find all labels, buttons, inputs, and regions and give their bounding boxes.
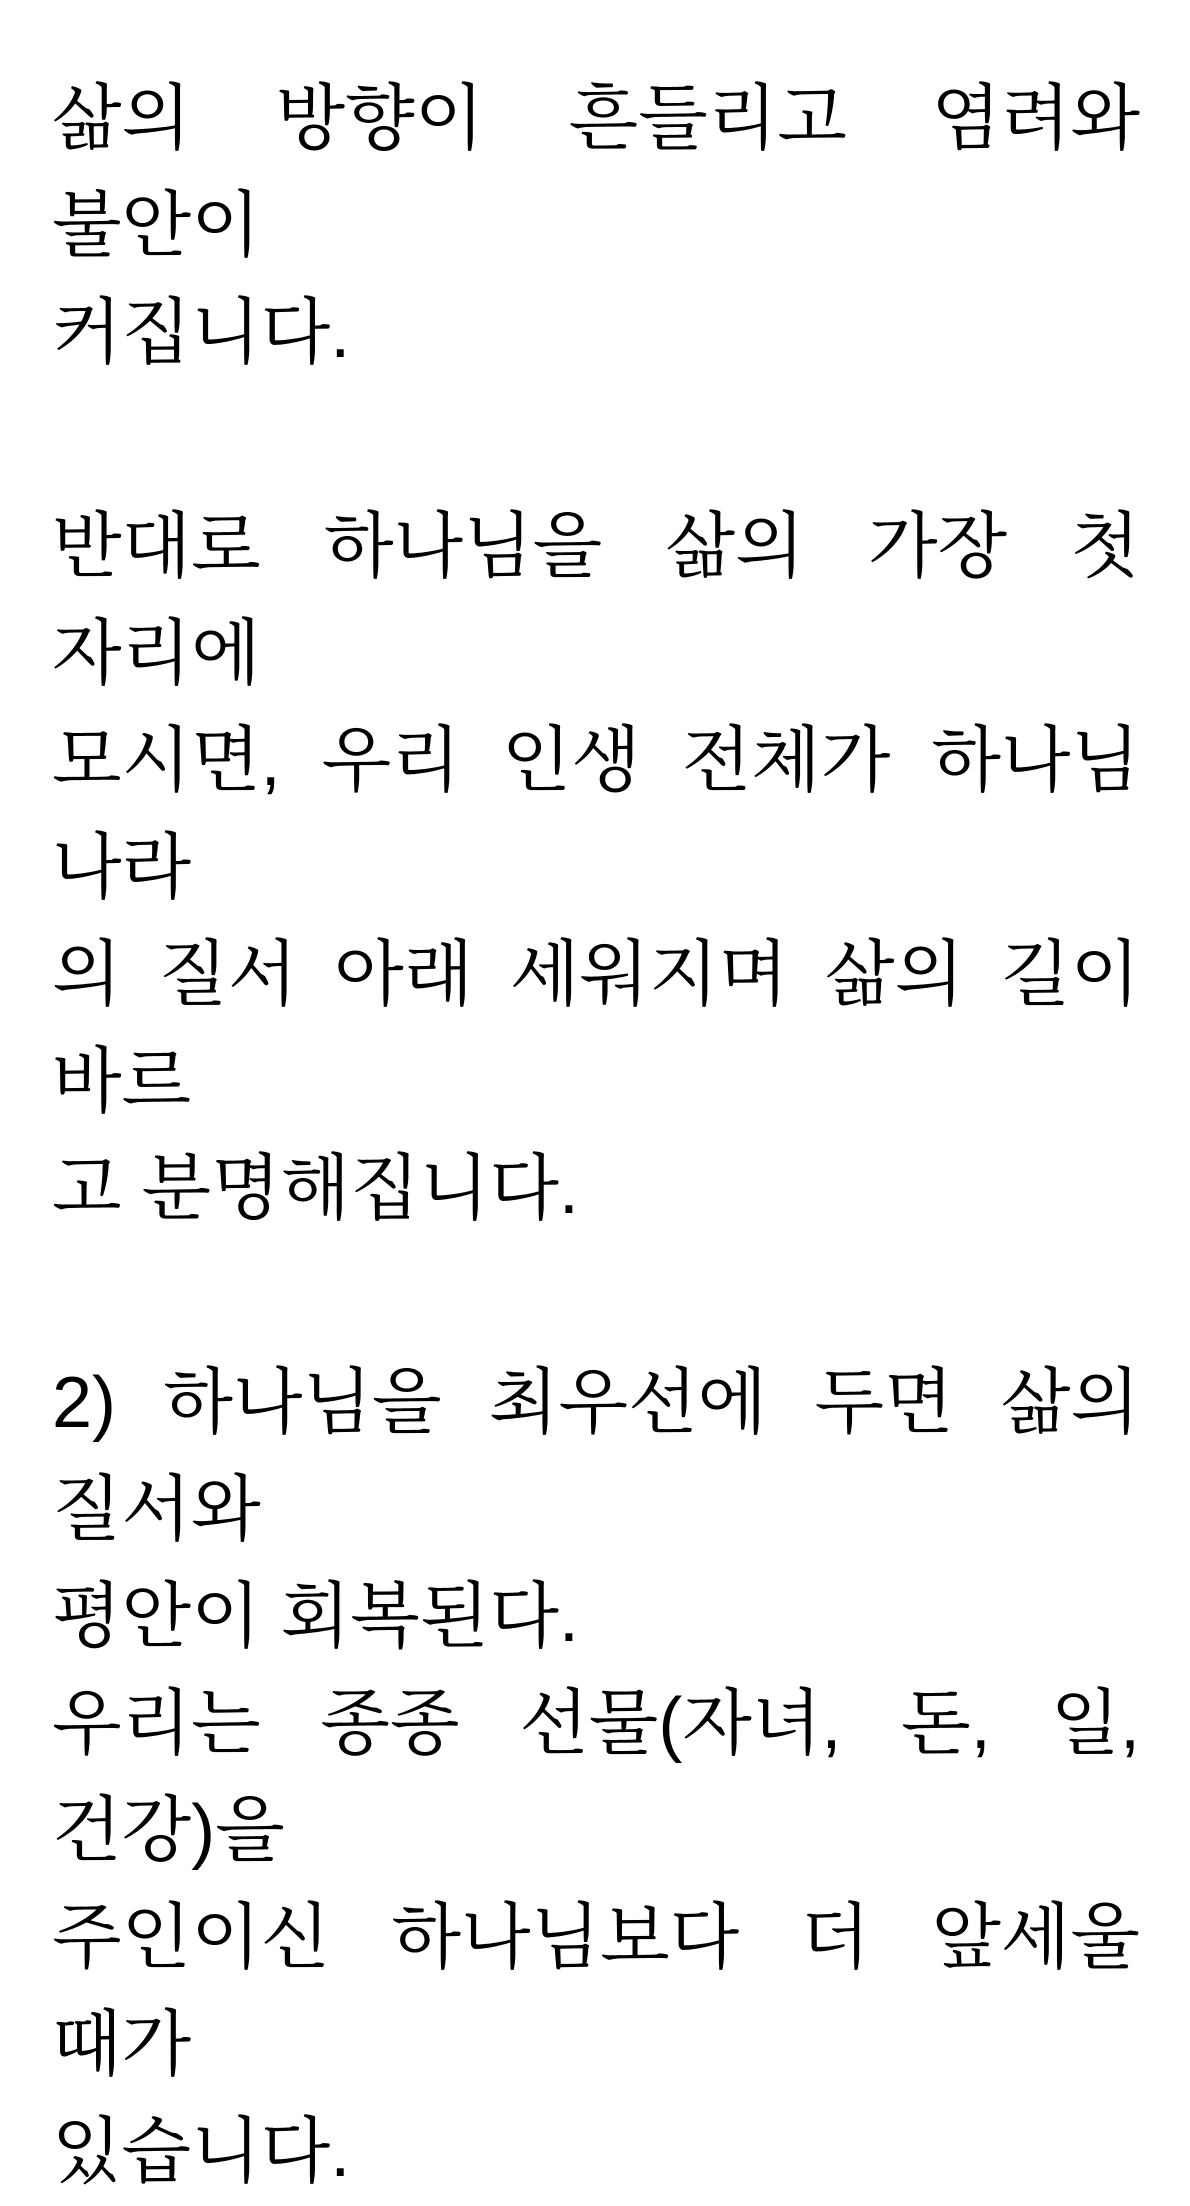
text-line: 우리는 종종 선물(자녀, 돈, 일, 건강)을 xyxy=(52,1684,1140,1871)
text-line: 고 분명해집니다. xyxy=(52,1149,579,1229)
text-line: 평안이 회복된다. xyxy=(52,1577,579,1657)
paragraph-1 xyxy=(52,66,1140,387)
text-line: 모시면, 우리 인생 전체가 하나님 나라 xyxy=(52,721,1140,908)
text-line: 있습니다. xyxy=(52,2112,351,2192)
paragraph-3 xyxy=(52,1350,1140,2206)
paragraph-2 xyxy=(52,494,1140,1243)
text-line: 2) 하나님을 최우선에 두면 삶의 질서와 xyxy=(52,1363,1140,1550)
text-line: 주인이신 하나님보다 더 앞세울 때가 xyxy=(52,1898,1140,2085)
text-line: 커집니다. xyxy=(52,293,351,373)
text-line: 삶의 방향이 흔들리고 염려와 불안이 xyxy=(52,79,1140,266)
text-line: 의 질서 아래 세워지며 삶의 길이 바르 xyxy=(52,935,1140,1122)
text-line: 반대로 하나님을 삶의 가장 첫 자리에 xyxy=(52,507,1140,694)
